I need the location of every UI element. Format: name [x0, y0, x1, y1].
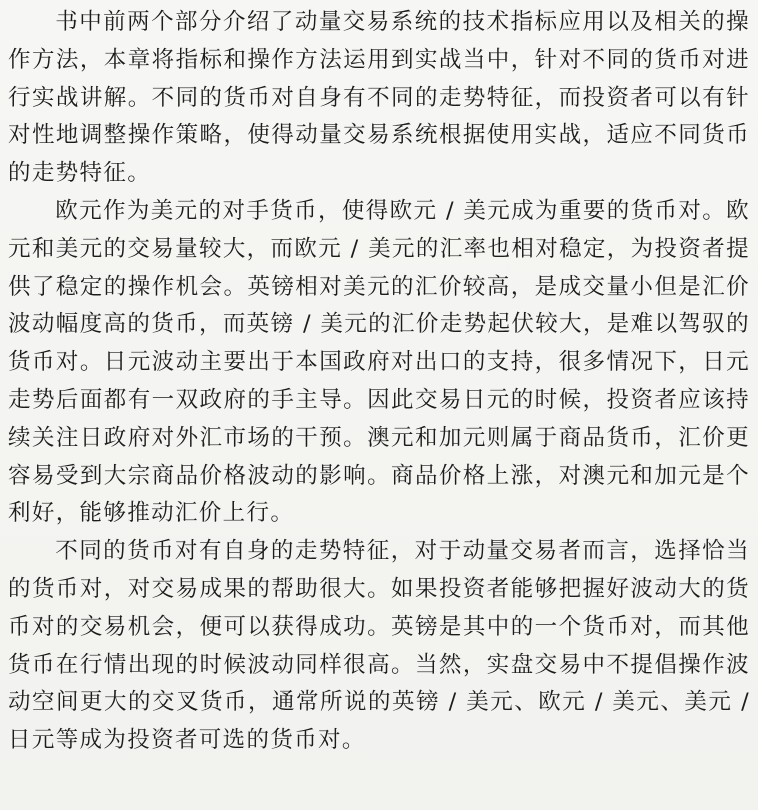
paragraph-intro: 书中前两个部分介绍了动量交易系统的技术指标应用以及相关的操作方法，本章将指标和操作方法运用到实战当中，针对不同的货币对进行实战讲解。不同的货币对自身有不同的走势特征，而投资者可以有针对性地调整操作策略，使得动量交易系统根据使用实战，适应不同货币的走势特征。 [8, 9, 750, 187]
paragraph-currency-pairs: 欧元作为美元的对手货币，使得欧元 / 美元成为重要的货币对。欧元和美元的交易量较大，而欧元 / 美元的汇率也相对稳定，为投资者提供了稳定的操作机会。英镑相对美元的汇价较高，是成交量小但是汇价波动幅度高的货币，而英镑 / 美元的汇价走势起伏较大，是难以驾驭的货币对。日元波动主要出于本国政府对出口的支持，很多情况下，日元走势后面都有一双政府的手主导。因此交易日元的时候，投资者应该持续关注日政府对外汇市场的干预。澳元和加元则属于商品货币，汇价更容易受到大宗商品价格波动的影响。商品价格上涨，对澳元和加元是个利好，能够推动汇价上行。 [8, 197, 750, 527]
paragraph-selection: 不同的货币对有自身的走势特征，对于动量交易者而言，选择恰当的货币对，对交易成果的帮助很大。如果投资者能够把握好波动大的货币对的交易机会，便可以获得成功。英镑是其中的一个货币对，而其他货币在行情出现的时候波动同样很高。当然，实盘交易中不提倡操作波动空间更大的交叉货币，通常所说的英镑 / 美元、欧元 / 美元、美元 / 日元等成为投资者可选的货币对。 [8, 538, 750, 754]
